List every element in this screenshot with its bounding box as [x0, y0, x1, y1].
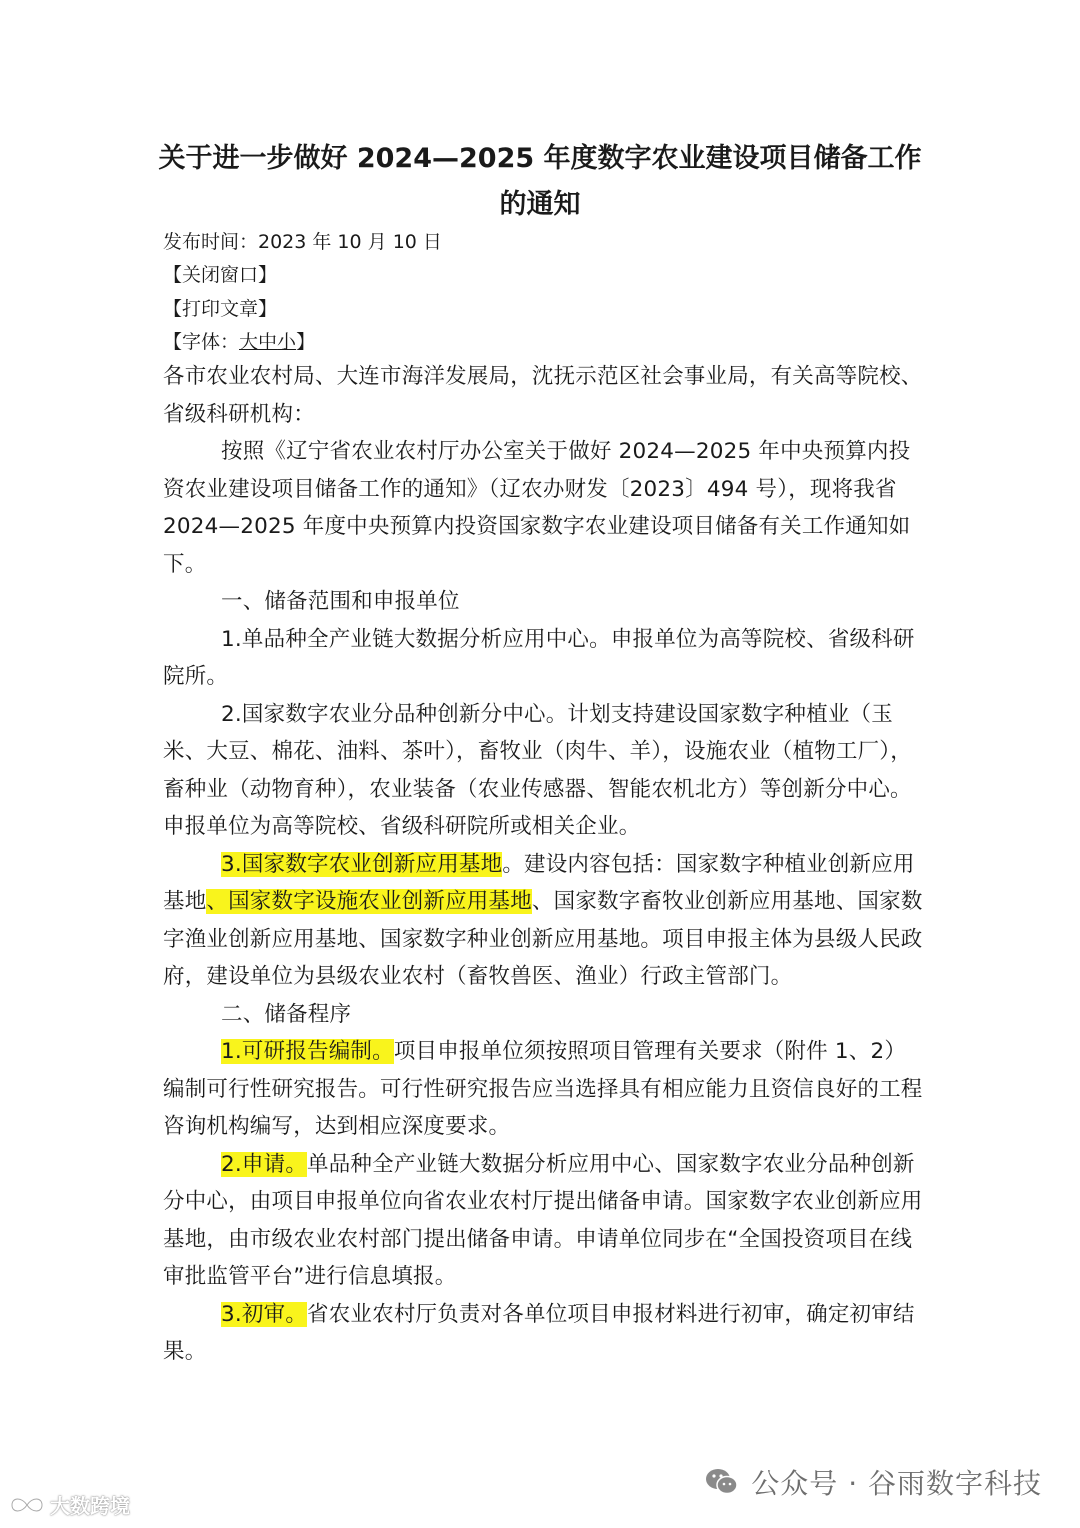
item-1-1: 1.单品种全产业链大数据分析应用中心。申报单位为高等院校、省级科研院所。	[163, 626, 915, 689]
item-2-2-text: 单品种全产业链大数据分析应用中心、国家数字农业分品种创新分中心，由项目申报单位向省农业农村厅提出储备申请。国家数字农业创新应用基地，由市级农业农村部门提出储备申请。申请单位同步在“全国投资项目在线审批监管平台”进行信息填报。	[163, 1151, 923, 1289]
highlight-preliminary-review: 3.初审。	[221, 1301, 308, 1327]
print-article-link[interactable]: 【打印文章】	[163, 298, 278, 320]
corner-watermark-text: 大数跨境	[50, 1494, 130, 1518]
item-2-3	[163, 1296, 923, 1371]
section2-heading: 二、储备程序	[221, 1001, 352, 1027]
publish-time: 发布时间：2023 年 10 月 10 日	[163, 231, 442, 253]
highlight-feasibility: 1.可研报告编制。	[221, 1039, 394, 1064]
highlight-innovation-base: 3.国家数字农业创新应用基地	[221, 851, 503, 877]
item-1-2: 2.国家数字农业分品种创新分中心。计划支持建设国家数字种植业（玉米、大豆、棉花、油料、茶叶），畜牧业（肉牛、羊），设施农业（植物工厂），畜种业（动物育种），农业装备（农业传感器、智能农机北方）等创新分中心。申报单位为高等院校、省级科研院所或相关企业。	[163, 701, 912, 839]
font-size-prefix: 【字体：	[163, 331, 240, 353]
section1-heading: 一、储备范围和申报单位	[221, 589, 460, 614]
watermark-text: 公众号 · 谷雨数字科技	[751, 1467, 1042, 1500]
font-size-large-link[interactable]: 大	[239, 331, 259, 353]
font-size-small-link[interactable]: 小	[277, 331, 297, 353]
font-size-controls	[163, 330, 315, 354]
salutation: 各市农业农村局、大连市海洋发展局，沈抚示范区社会事业局，有关高等院校、省级科研机构：	[163, 364, 923, 427]
wechat-icon	[705, 1467, 739, 1497]
item-2-2	[163, 1146, 923, 1296]
title-line-2: 的通知	[499, 189, 581, 220]
corner-watermark	[8, 1490, 130, 1519]
font-size-suffix: 】	[296, 331, 316, 353]
font-size-medium-link[interactable]: 中	[258, 331, 278, 353]
close-window-link[interactable]: 【关闭窗口】	[163, 264, 278, 286]
document-body	[163, 358, 923, 1371]
document-title	[150, 136, 930, 228]
highlight-facility-base: 、国家数字设施农业创新应用基地	[206, 889, 532, 914]
infinity-logo-icon	[8, 1493, 46, 1517]
item-2-1-text: 项目申报单位须按照项目管理有关要求（附件 1、2）编制可行性研究报告。可行性研究报告应当选择具有相应能力且资信良好的工程咨询机构编写，达到相应深度要求。	[163, 1039, 923, 1139]
item-2-1	[163, 1033, 923, 1146]
item-1-3-text-b: 、国家数字畜牧业创新应用基地、国家数字渔业创新应用基地、国家数字种业创新应用基地。项目申报主体为县级人民政府，建设单位为县级农业农村（畜牧兽医、渔业）行政主管部门。	[163, 889, 923, 989]
highlight-application: 2.申请。	[221, 1151, 308, 1177]
item-1-3	[163, 846, 923, 996]
title-line-1: 关于进一步做好 2024—2025 年度数字农业建设项目储备工作	[158, 143, 922, 174]
intro-paragraph: 按照《辽宁省农业农村厅办公室关于做好 2024—2025 年中央预算内投资农业建设项目储备工作的通知》（辽农办财发〔2023〕494 号），现将我省 2024—2025 年度中央预算内投资国家数字农业建设项目储备有关工作通知如下。	[163, 439, 911, 577]
item-1-3-text-a: 。建设内容包括：国家数字种植业创新应用基地	[163, 851, 915, 914]
wechat-watermark	[705, 1462, 1042, 1502]
item-2-3-text: 省农业农村厅负责对各单位项目申报材料进行初审，确定初审结果。	[163, 1301, 915, 1364]
